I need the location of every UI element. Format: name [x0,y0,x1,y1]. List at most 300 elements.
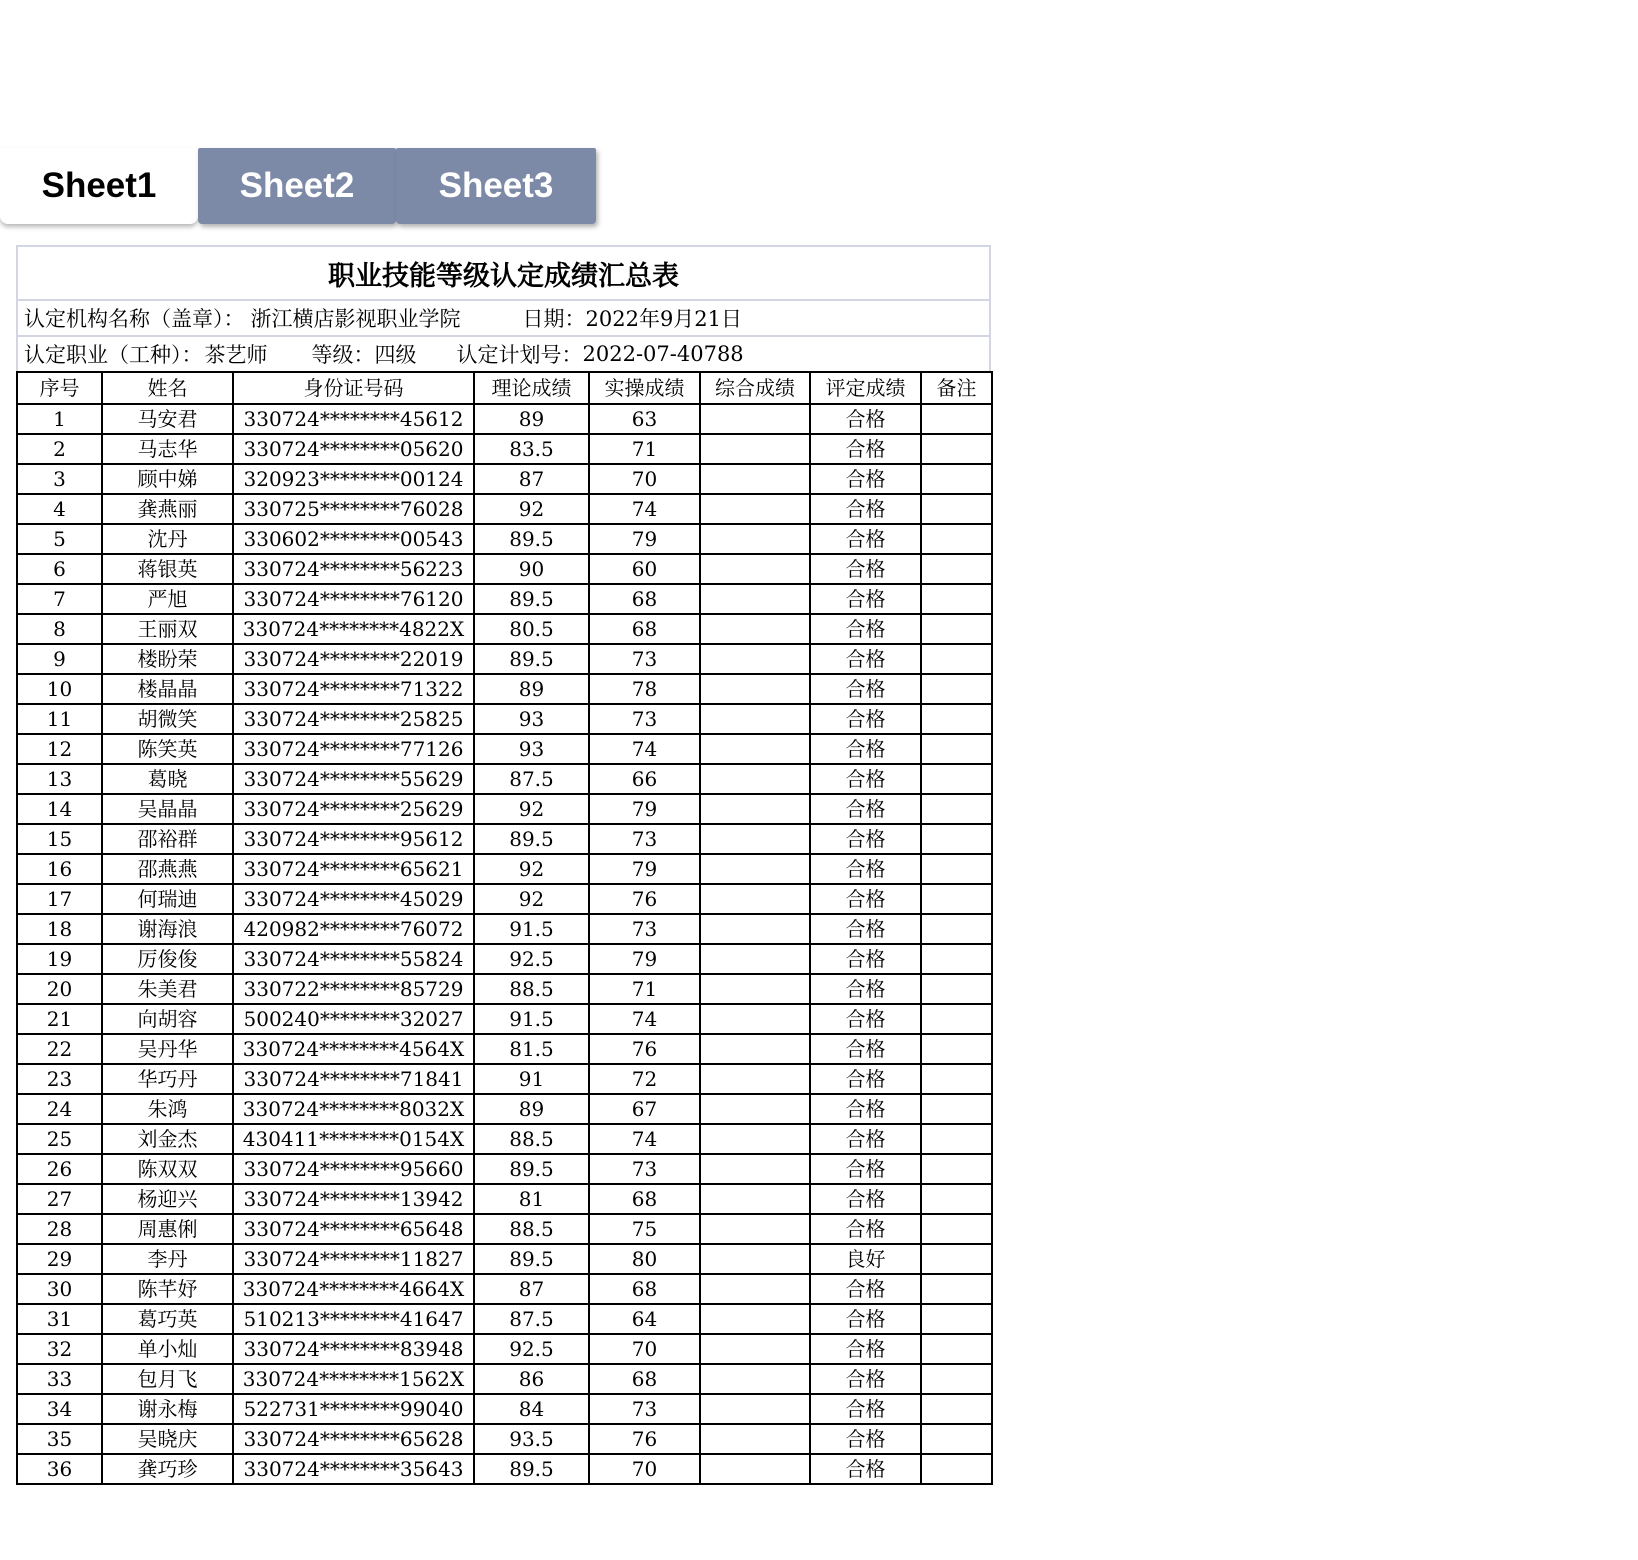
remark-cell[interactable] [921,854,992,884]
overall-cell[interactable] [700,464,810,494]
index-cell[interactable]: 17 [17,884,102,914]
tab-sheet2[interactable]: Sheet2 [198,148,396,224]
col-header-theory[interactable]: 理论成绩 [474,372,589,404]
theory-cell[interactable]: 88.5 [474,1214,589,1244]
remark-cell[interactable] [921,524,992,554]
rating-cell[interactable]: 合格 [810,1094,921,1124]
rating-cell[interactable]: 合格 [810,524,921,554]
overall-cell[interactable] [700,974,810,1004]
practical-cell[interactable]: 74 [589,1124,700,1154]
theory-cell[interactable]: 83.5 [474,434,589,464]
overall-cell[interactable] [700,1034,810,1064]
rating-cell[interactable]: 合格 [810,914,921,944]
remark-cell[interactable] [921,434,992,464]
rating-cell[interactable]: 合格 [810,1394,921,1424]
remark-cell[interactable] [921,554,992,584]
index-cell[interactable]: 5 [17,524,102,554]
theory-cell[interactable]: 92 [474,794,589,824]
index-cell[interactable]: 18 [17,914,102,944]
remark-cell[interactable] [921,464,992,494]
rating-cell[interactable]: 合格 [810,1154,921,1184]
theory-cell[interactable]: 93 [474,704,589,734]
remark-cell[interactable] [921,494,992,524]
remark-cell[interactable] [921,584,992,614]
rating-cell[interactable]: 合格 [810,854,921,884]
rating-cell[interactable]: 合格 [810,794,921,824]
remark-cell[interactable] [921,1184,992,1214]
id-cell[interactable]: 330724********56223 [233,554,474,584]
rating-cell[interactable]: 合格 [810,1424,921,1454]
name-cell[interactable]: 单小灿 [102,1334,233,1364]
index-cell[interactable]: 8 [17,614,102,644]
rating-cell[interactable]: 合格 [810,944,921,974]
practical-cell[interactable]: 68 [589,1274,700,1304]
col-header-id[interactable]: 身份证号码 [233,372,474,404]
remark-cell[interactable] [921,1004,992,1034]
index-cell[interactable]: 33 [17,1364,102,1394]
theory-cell[interactable]: 92.5 [474,944,589,974]
overall-cell[interactable] [700,494,810,524]
index-cell[interactable]: 35 [17,1424,102,1454]
rating-cell[interactable]: 合格 [810,614,921,644]
name-cell[interactable]: 马安君 [102,404,233,434]
id-cell[interactable]: 330724********22019 [233,644,474,674]
name-cell[interactable]: 谢永梅 [102,1394,233,1424]
rating-cell[interactable]: 合格 [810,644,921,674]
overall-cell[interactable] [700,1064,810,1094]
index-cell[interactable]: 12 [17,734,102,764]
rating-cell[interactable]: 合格 [810,974,921,1004]
practical-cell[interactable]: 68 [589,1184,700,1214]
name-cell[interactable]: 龚燕丽 [102,494,233,524]
name-cell[interactable]: 邵裕群 [102,824,233,854]
col-header-rating[interactable]: 评定成绩 [810,372,921,404]
rating-cell[interactable]: 合格 [810,584,921,614]
index-cell[interactable]: 10 [17,674,102,704]
name-cell[interactable]: 顾中娣 [102,464,233,494]
practical-cell[interactable]: 73 [589,1394,700,1424]
id-cell[interactable]: 330724********71841 [233,1064,474,1094]
practical-cell[interactable]: 73 [589,1154,700,1184]
practical-cell[interactable]: 79 [589,944,700,974]
rating-cell[interactable]: 合格 [810,1034,921,1064]
name-cell[interactable]: 厉俊俊 [102,944,233,974]
index-cell[interactable]: 16 [17,854,102,884]
id-cell[interactable]: 330724********55824 [233,944,474,974]
col-header-overall[interactable]: 综合成绩 [700,372,810,404]
theory-cell[interactable]: 81.5 [474,1034,589,1064]
overall-cell[interactable] [700,614,810,644]
theory-cell[interactable]: 89 [474,1094,589,1124]
index-cell[interactable]: 28 [17,1214,102,1244]
id-cell[interactable]: 330724********95612 [233,824,474,854]
rating-cell[interactable]: 合格 [810,404,921,434]
practical-cell[interactable]: 64 [589,1304,700,1334]
id-cell[interactable]: 330724********4664X [233,1274,474,1304]
practical-cell[interactable]: 67 [589,1094,700,1124]
theory-cell[interactable]: 84 [474,1394,589,1424]
index-cell[interactable]: 4 [17,494,102,524]
index-cell[interactable]: 1 [17,404,102,434]
theory-cell[interactable]: 86 [474,1364,589,1394]
name-cell[interactable]: 吴丹华 [102,1034,233,1064]
overall-cell[interactable] [700,1184,810,1214]
id-cell[interactable]: 330722********85729 [233,974,474,1004]
remark-cell[interactable] [921,974,992,1004]
rating-cell[interactable]: 合格 [810,1124,921,1154]
index-cell[interactable]: 24 [17,1094,102,1124]
practical-cell[interactable]: 72 [589,1064,700,1094]
id-cell[interactable]: 330724********45612 [233,404,474,434]
id-cell[interactable]: 330724********95660 [233,1154,474,1184]
name-cell[interactable]: 朱美君 [102,974,233,1004]
id-cell[interactable]: 330724********4564X [233,1034,474,1064]
index-cell[interactable]: 31 [17,1304,102,1334]
rating-cell[interactable]: 合格 [810,1214,921,1244]
name-cell[interactable]: 严旭 [102,584,233,614]
remark-cell[interactable] [921,1454,992,1484]
remark-cell[interactable] [921,824,992,854]
id-cell[interactable]: 420982********76072 [233,914,474,944]
remark-cell[interactable] [921,1424,992,1454]
rating-cell[interactable]: 合格 [810,674,921,704]
rating-cell[interactable]: 合格 [810,1304,921,1334]
overall-cell[interactable] [700,1454,810,1484]
practical-cell[interactable]: 73 [589,824,700,854]
id-cell[interactable]: 330724********13942 [233,1184,474,1214]
practical-cell[interactable]: 60 [589,554,700,584]
overall-cell[interactable] [700,1214,810,1244]
remark-cell[interactable] [921,1244,992,1274]
overall-cell[interactable] [700,1424,810,1454]
remark-cell[interactable] [921,1154,992,1184]
theory-cell[interactable]: 92 [474,494,589,524]
practical-cell[interactable]: 63 [589,404,700,434]
name-cell[interactable]: 陈芊妤 [102,1274,233,1304]
name-cell[interactable]: 杨迎兴 [102,1184,233,1214]
overall-cell[interactable] [700,1244,810,1274]
index-cell[interactable]: 13 [17,764,102,794]
overall-cell[interactable] [700,1304,810,1334]
index-cell[interactable]: 7 [17,584,102,614]
theory-cell[interactable]: 87 [474,464,589,494]
overall-cell[interactable] [700,524,810,554]
name-cell[interactable]: 包月飞 [102,1364,233,1394]
rating-cell[interactable]: 合格 [810,704,921,734]
name-cell[interactable]: 楼晶晶 [102,674,233,704]
theory-cell[interactable]: 88.5 [474,974,589,1004]
overall-cell[interactable] [700,674,810,704]
index-cell[interactable]: 11 [17,704,102,734]
overall-cell[interactable] [700,434,810,464]
id-cell[interactable]: 330724********25629 [233,794,474,824]
theory-cell[interactable]: 89.5 [474,524,589,554]
index-cell[interactable]: 25 [17,1124,102,1154]
theory-cell[interactable]: 89.5 [474,584,589,614]
practical-cell[interactable]: 78 [589,674,700,704]
name-cell[interactable]: 何瑞迪 [102,884,233,914]
name-cell[interactable]: 沈丹 [102,524,233,554]
practical-cell[interactable]: 74 [589,494,700,524]
theory-cell[interactable]: 89.5 [474,1154,589,1184]
index-cell[interactable]: 9 [17,644,102,674]
id-cell[interactable]: 330724********65648 [233,1214,474,1244]
remark-cell[interactable] [921,614,992,644]
remark-cell[interactable] [921,1364,992,1394]
index-cell[interactable]: 21 [17,1004,102,1034]
index-cell[interactable]: 14 [17,794,102,824]
index-cell[interactable]: 26 [17,1154,102,1184]
theory-cell[interactable]: 89.5 [474,1454,589,1484]
index-cell[interactable]: 34 [17,1394,102,1424]
practical-cell[interactable]: 80 [589,1244,700,1274]
overall-cell[interactable] [700,1274,810,1304]
rating-cell[interactable]: 合格 [810,884,921,914]
practical-cell[interactable]: 68 [589,614,700,644]
id-cell[interactable]: 320923********00124 [233,464,474,494]
remark-cell[interactable] [921,1094,992,1124]
rating-cell[interactable]: 合格 [810,1064,921,1094]
id-cell[interactable]: 330724********35643 [233,1454,474,1484]
theory-cell[interactable]: 89 [474,404,589,434]
theory-cell[interactable]: 87.5 [474,1304,589,1334]
id-cell[interactable]: 330724********45029 [233,884,474,914]
id-cell[interactable]: 330602********00543 [233,524,474,554]
remark-cell[interactable] [921,704,992,734]
overall-cell[interactable] [700,794,810,824]
theory-cell[interactable]: 92 [474,884,589,914]
overall-cell[interactable] [700,1004,810,1034]
name-cell[interactable]: 胡微笑 [102,704,233,734]
id-cell[interactable]: 330724********8032X [233,1094,474,1124]
practical-cell[interactable]: 74 [589,1004,700,1034]
practical-cell[interactable]: 71 [589,434,700,464]
index-cell[interactable]: 30 [17,1274,102,1304]
remark-cell[interactable] [921,674,992,704]
id-cell[interactable]: 330724********77126 [233,734,474,764]
index-cell[interactable]: 15 [17,824,102,854]
theory-cell[interactable]: 91 [474,1064,589,1094]
rating-cell[interactable]: 合格 [810,1004,921,1034]
practical-cell[interactable]: 66 [589,764,700,794]
id-cell[interactable]: 330724********4822X [233,614,474,644]
remark-cell[interactable] [921,944,992,974]
overall-cell[interactable] [700,1094,810,1124]
theory-cell[interactable]: 87 [474,1274,589,1304]
rating-cell[interactable]: 合格 [810,434,921,464]
overall-cell[interactable] [700,584,810,614]
practical-cell[interactable]: 76 [589,884,700,914]
id-cell[interactable]: 330724********55629 [233,764,474,794]
id-cell[interactable]: 330724********25825 [233,704,474,734]
id-cell[interactable]: 330724********83948 [233,1334,474,1364]
overall-cell[interactable] [700,884,810,914]
practical-cell[interactable]: 68 [589,1364,700,1394]
id-cell[interactable]: 330724********1562X [233,1364,474,1394]
overall-cell[interactable] [700,764,810,794]
name-cell[interactable]: 葛巧英 [102,1304,233,1334]
overall-cell[interactable] [700,914,810,944]
name-cell[interactable]: 邵燕燕 [102,854,233,884]
remark-cell[interactable] [921,1394,992,1424]
name-cell[interactable]: 吴晶晶 [102,794,233,824]
table-row [17,1454,992,1484]
rating-cell[interactable]: 合格 [810,1184,921,1214]
id-cell[interactable]: 330725********76028 [233,494,474,524]
id-cell[interactable]: 330724********05620 [233,434,474,464]
remark-cell[interactable] [921,794,992,824]
practical-cell[interactable]: 76 [589,1034,700,1064]
id-cell[interactable]: 522731********99040 [233,1394,474,1424]
name-cell[interactable]: 华巧丹 [102,1064,233,1094]
name-cell[interactable]: 陈双双 [102,1154,233,1184]
index-cell[interactable]: 3 [17,464,102,494]
name-cell[interactable]: 谢海浪 [102,914,233,944]
name-cell[interactable]: 陈笑英 [102,734,233,764]
id-cell[interactable]: 330724********65621 [233,854,474,884]
theory-cell[interactable]: 93 [474,734,589,764]
name-cell[interactable]: 朱鸿 [102,1094,233,1124]
practical-cell[interactable]: 79 [589,794,700,824]
practical-cell[interactable]: 79 [589,854,700,884]
tab-sheet3[interactable]: Sheet3 [396,148,596,224]
remark-cell[interactable] [921,914,992,944]
theory-cell[interactable]: 89.5 [474,644,589,674]
id-cell[interactable]: 430411********0154X [233,1124,474,1154]
overall-cell[interactable] [700,644,810,674]
index-cell[interactable]: 29 [17,1244,102,1274]
name-cell[interactable]: 周惠俐 [102,1214,233,1244]
overall-cell[interactable] [700,1334,810,1364]
overall-cell[interactable] [700,404,810,434]
theory-cell[interactable]: 88.5 [474,1124,589,1154]
practical-cell[interactable]: 75 [589,1214,700,1244]
name-cell[interactable]: 楼盼荣 [102,644,233,674]
theory-cell[interactable]: 89.5 [474,824,589,854]
theory-cell[interactable]: 91.5 [474,1004,589,1034]
col-header-practical[interactable]: 实操成绩 [589,372,700,404]
theory-cell[interactable]: 93.5 [474,1424,589,1454]
overall-cell[interactable] [700,704,810,734]
index-cell[interactable]: 22 [17,1034,102,1064]
practical-cell[interactable]: 76 [589,1424,700,1454]
remark-cell[interactable] [921,884,992,914]
practical-cell[interactable]: 73 [589,914,700,944]
practical-cell[interactable]: 71 [589,974,700,1004]
rating-cell[interactable]: 合格 [810,494,921,524]
rating-cell[interactable]: 合格 [810,764,921,794]
practical-cell[interactable]: 68 [589,584,700,614]
practical-cell[interactable]: 73 [589,644,700,674]
theory-cell[interactable]: 91.5 [474,914,589,944]
name-cell[interactable]: 葛晓 [102,764,233,794]
overall-cell[interactable] [700,824,810,854]
rating-cell[interactable]: 合格 [810,464,921,494]
overall-cell[interactable] [700,1154,810,1184]
rating-cell[interactable]: 合格 [810,1334,921,1364]
practical-cell[interactable]: 74 [589,734,700,764]
id-cell[interactable]: 330724********65628 [233,1424,474,1454]
col-header-name[interactable]: 姓名 [102,372,233,404]
remark-cell[interactable] [921,764,992,794]
remark-cell[interactable] [921,1274,992,1304]
overall-cell[interactable] [700,1124,810,1154]
index-cell[interactable]: 2 [17,434,102,464]
practical-cell[interactable]: 70 [589,1454,700,1484]
id-cell[interactable]: 510213********41647 [233,1304,474,1334]
name-cell[interactable]: 向胡容 [102,1004,233,1034]
index-cell[interactable]: 27 [17,1184,102,1214]
index-cell[interactable]: 19 [17,944,102,974]
theory-cell[interactable]: 80.5 [474,614,589,644]
remark-cell[interactable] [921,1064,992,1094]
rating-cell[interactable]: 合格 [810,1274,921,1304]
practical-cell[interactable]: 70 [589,464,700,494]
index-cell[interactable]: 23 [17,1064,102,1094]
index-cell[interactable]: 32 [17,1334,102,1364]
theory-cell[interactable]: 89 [474,674,589,704]
remark-cell[interactable] [921,1124,992,1154]
theory-cell[interactable]: 90 [474,554,589,584]
name-cell[interactable]: 蒋银英 [102,554,233,584]
remark-cell[interactable] [921,1334,992,1364]
overall-cell[interactable] [700,1364,810,1394]
name-cell[interactable]: 刘金杰 [102,1124,233,1154]
name-cell[interactable]: 吴晓庆 [102,1424,233,1454]
remark-cell[interactable] [921,1034,992,1064]
index-cell[interactable]: 6 [17,554,102,584]
name-cell[interactable]: 马志华 [102,434,233,464]
practical-cell[interactable]: 73 [589,704,700,734]
remark-cell[interactable] [921,644,992,674]
remark-cell[interactable] [921,734,992,764]
id-cell[interactable]: 500240********32027 [233,1004,474,1034]
rating-cell[interactable]: 良好 [810,1244,921,1274]
id-cell[interactable]: 330724********71322 [233,674,474,704]
col-header-remark[interactable]: 备注 [921,372,992,404]
overall-cell[interactable] [700,1394,810,1424]
rating-cell[interactable]: 合格 [810,554,921,584]
name-cell[interactable]: 龚巧珍 [102,1454,233,1484]
rating-cell[interactable]: 合格 [810,1364,921,1394]
rating-cell[interactable]: 合格 [810,824,921,854]
tab-sheet1[interactable]: Sheet1 [0,148,198,224]
rating-cell[interactable]: 合格 [810,1454,921,1484]
theory-cell[interactable]: 81 [474,1184,589,1214]
rating-cell[interactable]: 合格 [810,734,921,764]
overall-cell[interactable] [700,734,810,764]
overall-cell[interactable] [700,554,810,584]
name-cell[interactable]: 王丽双 [102,614,233,644]
index-cell[interactable]: 20 [17,974,102,1004]
practical-cell[interactable]: 79 [589,524,700,554]
id-cell[interactable]: 330724********76120 [233,584,474,614]
name-cell[interactable]: 李丹 [102,1244,233,1274]
remark-cell[interactable] [921,1214,992,1244]
overall-cell[interactable] [700,944,810,974]
practical-cell[interactable]: 70 [589,1334,700,1364]
id-cell[interactable]: 330724********11827 [233,1244,474,1274]
remark-cell[interactable] [921,1304,992,1334]
theory-cell[interactable]: 92 [474,854,589,884]
theory-cell[interactable]: 89.5 [474,1244,589,1274]
theory-cell[interactable]: 92.5 [474,1334,589,1364]
overall-cell[interactable] [700,854,810,884]
col-header-index[interactable]: 序号 [17,372,102,404]
theory-cell[interactable]: 87.5 [474,764,589,794]
index-cell[interactable]: 36 [17,1454,102,1484]
remark-cell[interactable] [921,404,992,434]
